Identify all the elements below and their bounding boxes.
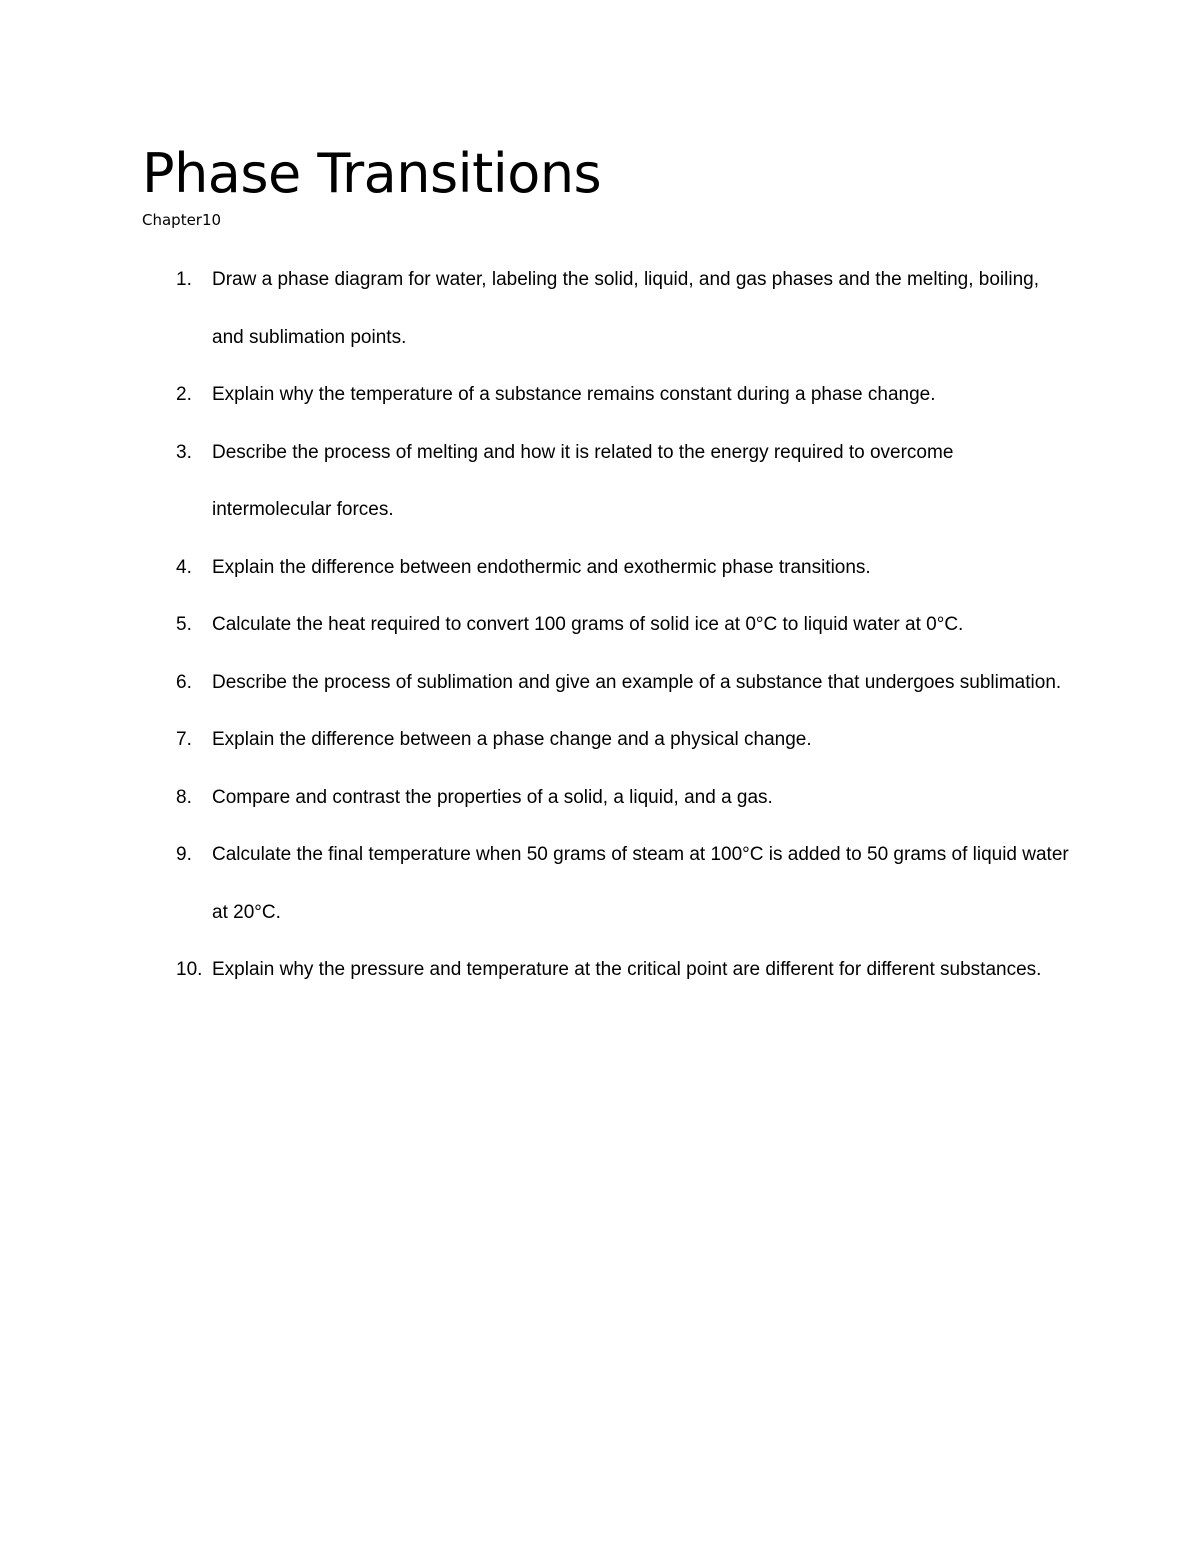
- question-item: [0, 539, 1200, 597]
- question-number: 7.: [176, 729, 192, 750]
- question-item: [0, 769, 1200, 827]
- question-item: [0, 366, 1200, 424]
- question-text: Explain why the temperature of a substance remains constant during a phase change.: [212, 384, 936, 405]
- question-list: [0, 251, 1200, 999]
- question-text: Draw a phase diagram for water, labeling the solid, liquid, and gas phases and the melting, boiling, and sublimation points.: [212, 269, 1040, 348]
- question-item: [0, 711, 1200, 769]
- question-number: 1.: [176, 269, 192, 290]
- question-number: 10.: [176, 959, 203, 980]
- question-item: [0, 654, 1200, 712]
- question-text: Explain why the pressure and temperature at the critical point are different for different substances.: [212, 959, 1042, 980]
- question-text: Explain the difference between a phase change and a physical change.: [212, 729, 812, 750]
- question-number: 5.: [176, 614, 192, 635]
- question-text: Compare and contrast the properties of a solid, a liquid, and a gas.: [212, 786, 773, 808]
- question-item: [0, 826, 1200, 941]
- question-item: [0, 424, 1200, 539]
- chapter-label: Chapter10: [142, 211, 222, 229]
- question-number: 6.: [176, 671, 192, 693]
- question-item: [0, 941, 1200, 999]
- question-number: 8.: [176, 786, 192, 808]
- question-text: Explain the difference between endothermic and exothermic phase transitions.: [212, 556, 871, 578]
- question-text: Calculate the final temperature when 50 grams of steam at 100°C is added to 50 grams of liquid water at 20°C.: [212, 844, 1069, 923]
- question-text: Describe the process of sublimation and give an example of a substance that undergoes sublimation.: [212, 671, 1062, 693]
- question-number: 9.: [176, 844, 192, 865]
- question-number: 4.: [176, 556, 192, 578]
- page-title: Phase Transitions: [142, 142, 602, 205]
- question-text: Describe the process of melting and how it is related to the energy required to overcome intermolecular forces.: [212, 441, 954, 520]
- question-number: 2.: [176, 384, 192, 405]
- question-number: 3.: [176, 441, 192, 463]
- question-text: Calculate the heat required to convert 100 grams of solid ice at 0°C to liquid water at 0°C.: [212, 614, 964, 635]
- question-item: [0, 251, 1200, 366]
- question-item: [0, 596, 1200, 654]
